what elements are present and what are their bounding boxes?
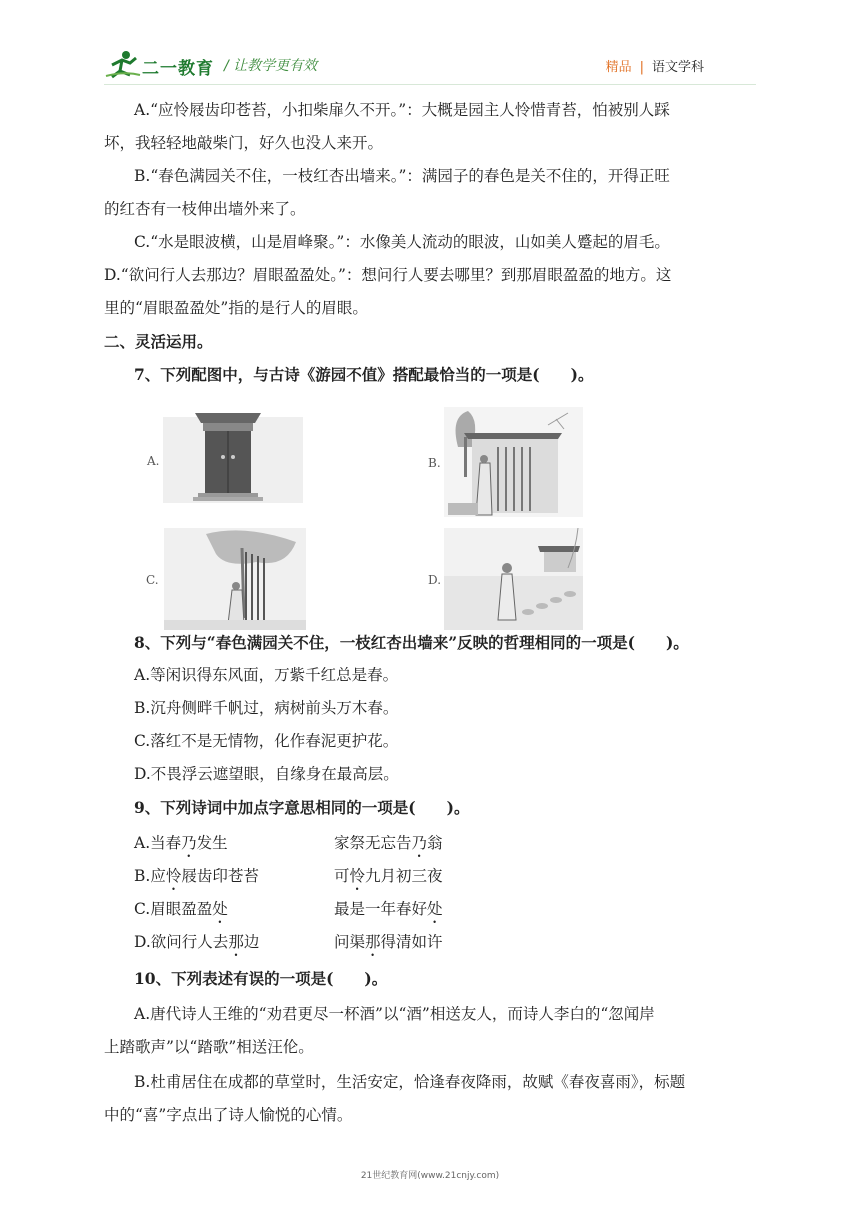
q10-option-b-line2: 中的“喜”字点出了诗人愉悦的心情。 bbox=[104, 1106, 353, 1124]
header-separator: | bbox=[639, 60, 644, 75]
picture-d bbox=[428, 528, 583, 630]
q8-option-b: B.沉舟侧畔千帆过，病树前头万木春。 bbox=[134, 699, 399, 717]
option-a-line1: A.“应怜屐齿印苍苔，小扣柴扉久不开。”：大概是园主人怜惜青苔，怕被别人踩 bbox=[134, 101, 670, 119]
q9-option-d: D.欲问行人去那边 问渠那得清如许 bbox=[134, 933, 443, 951]
question-8: 8、下列与“春色满园关不住，一枝红杏出墙来”反映的哲理相同的一项是( )。 bbox=[134, 633, 689, 652]
option-a-line2: 坏，我轻轻地敲柴门，好久也没人来开。 bbox=[104, 134, 384, 152]
subject-label: 语文学科 bbox=[651, 60, 704, 75]
q8-option-a: A.等闲识得东风面，万紫千红总是春。 bbox=[134, 666, 399, 684]
logo-text: 二一教育 bbox=[142, 59, 214, 79]
question-10: 10、下列表述有误的一项是( )。 bbox=[134, 969, 388, 988]
q8-option-c: C.落红不是无情物，化作春泥更护花。 bbox=[134, 732, 399, 750]
svg-text:C.: C. bbox=[146, 573, 159, 587]
option-c-line: C.“水是眼波横，山是眉峰聚。”：水像美人流动的眼波，山如美人蹙起的眉毛。 bbox=[134, 233, 670, 251]
q9-option-b: B.应怜屐齿印苍苔 可怜九月初三夜 bbox=[134, 867, 443, 885]
question-7: 7、下列配图中，与古诗《游园不值》搭配最恰当的一项是( )。 bbox=[134, 365, 594, 384]
option-d-line1: D.“欲问行人去那边？眉眼盈盈处。”：想问行人要去哪里？到那眉眼盈盈的地方。这 bbox=[104, 266, 672, 284]
picture-a bbox=[143, 409, 303, 509]
option-b-line1: B.“春色满园关不住，一枝红杏出墙来。”：满园子的春色是关不住的，开得正旺 bbox=[134, 167, 670, 185]
picture-b bbox=[428, 407, 583, 517]
badge-label: 精品 bbox=[605, 60, 632, 75]
question-9: 9、下列诗词中加点字意思相同的一项是( )。 bbox=[134, 798, 470, 817]
q10-option-a-line2: 上踏歌声”以“踏歌”相送汪伦。 bbox=[104, 1038, 314, 1056]
page-header bbox=[0, 0, 860, 80]
header-divider bbox=[104, 84, 756, 85]
option-d-line2: 里的“眉眼盈盈处”指的是行人的眉眼。 bbox=[104, 299, 368, 317]
q8-option-d: D.不畏浮云遮望眼，自缘身在最高层。 bbox=[134, 765, 399, 783]
header-subject bbox=[606, 56, 704, 75]
svg-text:A.: A. bbox=[147, 454, 160, 468]
q9-option-c: C.眉眼盈盈处 最是一年春好处 bbox=[134, 900, 443, 918]
q10-option-a-line1: A.唐代诗人王维的“劝君更尽一杯酒”以“酒”相送友人，而诗人李白的“忽闻岸 bbox=[134, 1005, 655, 1023]
gate-tree-illustration bbox=[146, 528, 306, 630]
slogan: / 让教学更有效 bbox=[224, 58, 318, 74]
section-heading: 二、灵活运用。 bbox=[104, 332, 213, 351]
option-b-line2: 的红杏有一枝伸出墙外来了。 bbox=[104, 200, 306, 218]
closed-gate-illustration bbox=[143, 409, 303, 509]
picture-c bbox=[146, 528, 306, 630]
svg-text:D.: D. bbox=[428, 573, 442, 587]
svg-text:B.: B. bbox=[428, 456, 441, 470]
wall-person-illustration bbox=[428, 407, 583, 517]
q9-option-a: A.当春乃发生 家祭无忘告乃翁 bbox=[134, 834, 443, 852]
walking-person-illustration bbox=[428, 528, 583, 630]
page-footer: 21世纪教育网(www.21cnjy.com) bbox=[360, 1171, 500, 1181]
q10-option-b-line1: B.杜甫居住在成都的草堂时，生活安定，恰逢春夜降雨，故赋《春夜喜雨》，标题 bbox=[134, 1073, 686, 1091]
